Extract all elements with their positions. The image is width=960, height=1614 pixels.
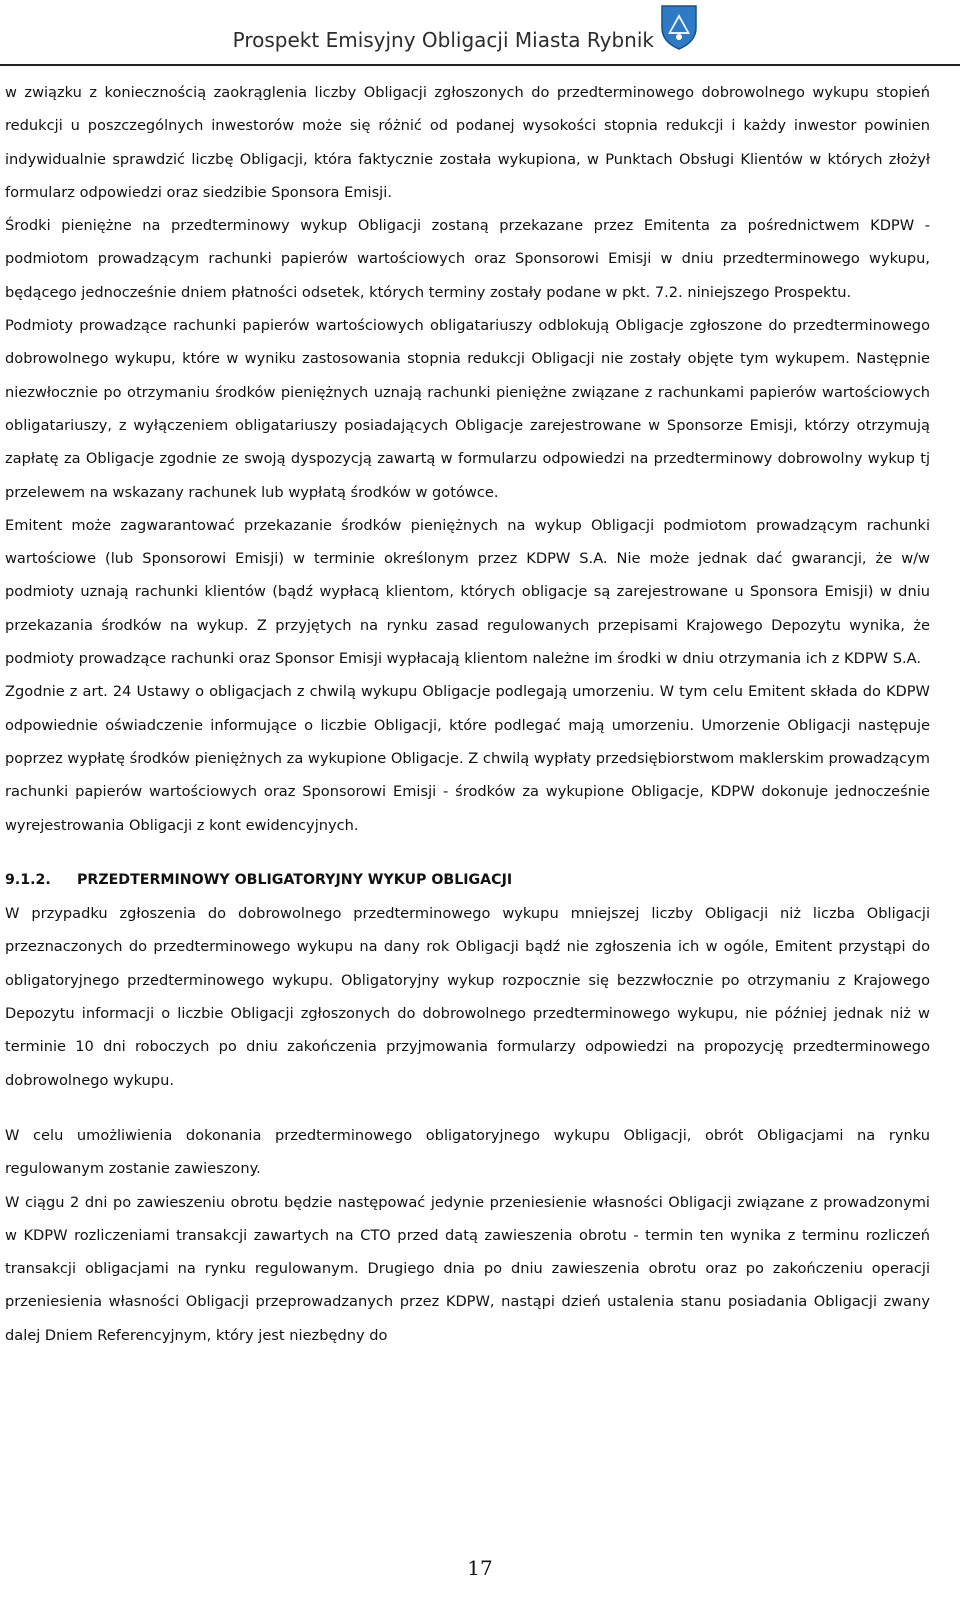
section-heading <box>5 864 930 897</box>
paragraph: Zgodnie z art. 24 Ustawy o obligacjach z chwilą wykupu Obligacje podlegają umorzeniu. W tym celu Emitent składa do KDPW odpowiednie oświadczenie informujące o liczbie Obligacji, które podlegać mają umorzeniu. Umorzenie Obligacji następuje poprzez wypłatę środków pieniężnych za wykupione Obligacje. Z chwilą wypłaty przedsiębiorstwom maklerskim prowadzącym rachunki papierów wartościowych oraz Sponsorowi Emisji - środków za wykupione Obligacje, KDPW dokonuje jednocześnie wyrejestrowania Obligacji z kont ewidencyjnych. <box>5 683 930 834</box>
section-number: 9.1.2. <box>5 871 51 888</box>
paragraph: w związku z koniecznością zaokrąglenia liczby Obligacji zgłoszonych do przedterminowego dobrowolnego wykupu stopień redukcji u poszczególnych inwestorów może się różnić od podanej wysokości stopnia redukcji i każdy inwestor powinien indywidualnie sprawdzić liczbę Obligacji, która faktycznie została wykupiona, w Punktach Obsługi Klientów w których złożył formularz odpowiedzi oraz siedzibie Sponsora Emisji. <box>5 84 930 201</box>
spacer <box>5 842 930 864</box>
paragraph: W ciągu 2 dni po zawieszeniu obrotu będzie następować jedynie przeniesienie własności Obligacji związane z prowadzonymi w KDPW rozliczeniami transakcji zawartych na CTO przed datą zawieszenia obrotu - termin ten wynika z terminu rozliczeń transakcji obligacjami na rynku regulowanym. Drugiego dnia po dniu zawieszenia obrotu oraz po zakończeniu operacji przeniesienia własności Obligacji przeprowadzanych przez KDPW, nastąpi dzień ustalenia stanu posiadania Obligacji zwany dalej Dniem Referencyjnym, który jest niezbędny do <box>5 1193 930 1344</box>
paragraph: Podmioty prowadzące rachunki papierów wartościowych obligatariuszy odblokują Obligacje zgłoszone do przedterminowego dobrowolnego wykupu, które w wyniku zastosowania stopnia redukcji Obligacji nie zostały objęte tym wykupem. Następnie niezwłocznie po otrzymaniu środków pieniężnych uznają rachunki pieniężne związane z rachunkami papierów wartościowych obligatariuszy, z wyłączeniem obligatariuszy posiadających Obligacje zarejestrowane w Sponsorze Emisji, którzy otrzymują zapłatę za Obligacje zgodnie ze swoją dyspozycją zawartą w formularzu odpowiedzi na przedterminowy dobrowolny wykup tj przelewem na wskazany rachunek lub wypłatą środków w gotówce. <box>5 317 930 501</box>
document-body <box>5 76 930 1352</box>
section-title: PRZEDTERMINOWY OBLIGATORYJNY WYKUP OBLIGACJI <box>77 871 513 888</box>
header-title: Prospekt Emisyjny Obligacji Miasta Rybnik <box>232 28 654 52</box>
paragraph: Emitent może zagwarantować przekazanie środków pieniężnych na wykup Obligacji podmiotom prowadzącym rachunki wartościowe (lub Sponsorowi Emisji) w terminie określonym przez KDPW S.A. Nie może jednak dać gwarancji, że w/w podmioty uznają rachunki klientów (bądź wypłacą klientom, których obligacje są zarejestrowane u Sponsora Emisji) w dniu przekazania środków na wykup. Z przyjętych na rynku zasad regulowanych przepisami Krajowego Depozytu wynika, że podmioty prowadzące rachunki oraz Sponsor Emisji wypłacają klientom należne im środki w dniu otrzymania ich z KDPW S.A. <box>5 516 930 668</box>
page-header <box>0 0 960 62</box>
page-number: 17 <box>467 1556 493 1580</box>
header-rule <box>0 64 960 66</box>
paragraph: Środki pieniężne na przedterminowy wykup Obligacji zostaną przekazane przez Emitenta za pośrednictwem KDPW - podmiotom prowadzącym rachunki papierów wartościowych oraz Sponsorowi Emisji w dniu przedterminowego wykupu, będącego jednocześnie dniem płatności odsetek, których terminy zostały podane w pkt. 7.2. niniejszego Prospektu. <box>5 217 930 301</box>
paragraph: W przypadku zgłoszenia do dobrowolnego przedterminowego wykupu mniejszej liczby Obligacji niż liczba Obligacji przeznaczonych do przedterminowego wykupu na dany rok Obligacji bądź nie zgłoszenia ich w ogóle, Emitent przystąpi do obligatoryjnego przedterminowego wykupu. Obligatoryjny wykup rozpocznie się bezzwłocznie po otrzymaniu z Krajowego Depozytu informacji o liczbie Obligacji zgłoszonych do dobrowolnego przedterminowego wykupu, nie później jednak niż w terminie 10 dni roboczych po dniu zakończenia przyjmowania formularzy odpowiedzi na propozycję przedterminowego dobrowolnego wykupu. <box>5 905 930 1089</box>
paragraph: W celu umożliwienia dokonania przedterminowego obligatoryjnego wykupu Obligacji, obrót Obligacjami na rynku regulowanym zostanie zawieszony. <box>5 1126 930 1178</box>
coat-of-arms-icon <box>660 4 698 50</box>
spacer <box>5 1097 930 1119</box>
